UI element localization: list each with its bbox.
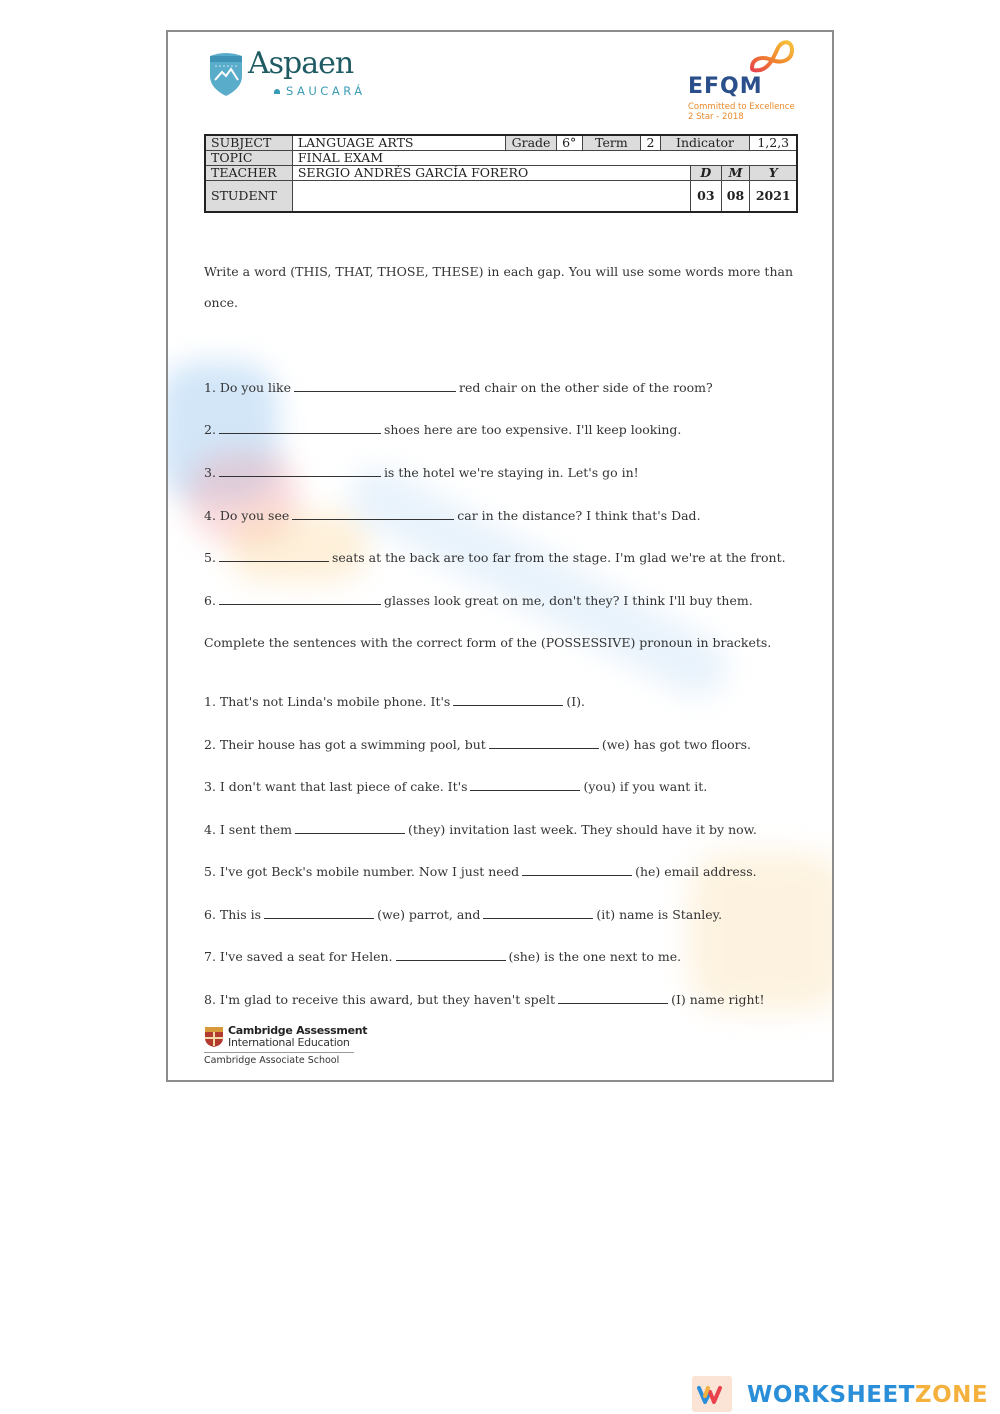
section1-item (204, 465, 639, 480)
item-text-after: glasses look great on me, don't they? I think I'll buy them. (383, 593, 753, 608)
month-value: 08 (721, 181, 750, 213)
cambridge-title: Cambridge Assessment (228, 1024, 368, 1037)
section2-item (204, 864, 757, 879)
worksheetzone-wordmark (747, 1382, 988, 1408)
item-text-before: 1. That's not Linda's mobile phone. It's (204, 694, 451, 709)
section2-item (204, 779, 707, 794)
item-text-before: 4. Do you see (204, 508, 290, 523)
saucara-wordmark: SAUCARÁ (286, 84, 366, 98)
item-text-after: (it) name is Stanley. (596, 907, 723, 922)
item-text-before: 3. (204, 465, 216, 480)
student-label: STUDENT (205, 181, 292, 213)
efqm-wordmark: EFQM (688, 74, 763, 99)
item-text-after: (they) invitation last week. They should have it by now. (408, 822, 757, 837)
answer-blank[interactable] (264, 907, 374, 919)
day-value: 03 (691, 181, 721, 213)
answer-blank[interactable] (219, 550, 329, 562)
item-text-after: (I). (566, 694, 585, 709)
exam-info-table (204, 134, 798, 213)
item-text-after: is the hotel we're staying in. Let's go in! (383, 465, 639, 480)
answer-blank[interactable] (219, 593, 381, 605)
item-text-after: car in the distance? I think that's Dad. (457, 508, 701, 523)
subject-label: SUBJECT (205, 135, 292, 151)
answer-blank[interactable] (470, 779, 580, 791)
divider (204, 1052, 354, 1053)
item-text-after: seats at the back are too far from the stage. I'm glad we're at the front. (331, 550, 786, 565)
cambridge-crest-icon (204, 1026, 224, 1048)
item-text-before: 8. I'm glad to receive this award, but they haven't spelt (204, 992, 556, 1007)
infinity-swirl-icon (748, 38, 798, 76)
section2-item (204, 992, 765, 1007)
brand-part-2: ZONE (914, 1382, 989, 1408)
item-text-before: 5. (204, 550, 216, 565)
item-text-before: 5. I've got Beck's mobile number. Now I just need (204, 864, 520, 879)
watermark-blob (338, 457, 737, 707)
item-text-before: 7. I've saved a seat for Helen. (204, 949, 393, 964)
answer-blank[interactable] (522, 864, 632, 876)
item-text-after: (you) if you want it. (583, 779, 708, 794)
answer-blank[interactable] (219, 422, 381, 434)
section1-item (204, 508, 701, 523)
indicator-label: Indicator (660, 135, 750, 151)
cambridge-subtitle: International Education (228, 1036, 350, 1049)
aspaen-wordmark: Aspaen (248, 46, 354, 81)
item-text-before: 6. This is (204, 907, 262, 922)
day-label: D (691, 166, 721, 181)
teacher-label: TEACHER (205, 166, 292, 181)
section2-item (204, 907, 722, 922)
topic-value: FINAL EXAM (292, 151, 797, 166)
answer-blank[interactable] (396, 949, 506, 961)
item-text-before: 2. (204, 422, 216, 437)
shield-mountain-icon (208, 50, 244, 96)
answer-blank[interactable] (219, 465, 381, 477)
brand-part-1: WORKSHEET (747, 1382, 915, 1408)
item-text-after: (I) name right! (671, 992, 765, 1007)
grade-value: 6° (556, 135, 582, 151)
worksheetzone-logo (692, 1374, 1000, 1414)
item-text-before: 6. (204, 593, 216, 608)
item-text-after: (we) has got two floors. (601, 737, 752, 752)
efqm-award: 2 Star - 2018 (688, 112, 744, 122)
subject-value: LANGUAGE ARTS (292, 135, 505, 151)
answer-blank[interactable] (558, 992, 668, 1004)
teacher-value: SERGIO ANDRÉS GARCÍA FORERO (292, 166, 690, 181)
term-label: Term (582, 135, 641, 151)
section2-item (204, 694, 585, 709)
grade-label: Grade (506, 135, 557, 151)
efqm-tagline: Committed to Excellence (688, 102, 795, 112)
item-text-after: (she) is the one next to me. (508, 949, 682, 964)
year-value: 2021 (750, 181, 797, 213)
year-label: Y (750, 166, 797, 181)
efqm-logo (688, 38, 808, 124)
worksheet-page (166, 30, 834, 1082)
section2-item (204, 949, 681, 964)
answer-blank[interactable] (483, 907, 593, 919)
section1-item (204, 550, 786, 565)
worksheetzone-w-icon (692, 1376, 732, 1412)
section1-item (204, 380, 713, 395)
section2-item (204, 822, 757, 837)
month-label: M (721, 166, 750, 181)
answer-blank[interactable] (294, 380, 456, 392)
item-text-after: (he) email address. (635, 864, 757, 879)
item-text-before: 3. I don't want that last piece of cake. It's (204, 779, 468, 794)
answer-blank[interactable] (295, 822, 405, 834)
student-name-field[interactable] (292, 181, 690, 213)
aspaen-logo (208, 48, 398, 104)
section1-instruction: Write a word (THIS, THAT, THOSE, THESE) in each gap. You will use some words more than (204, 264, 793, 279)
term-value: 2 (641, 135, 660, 151)
answer-blank[interactable] (292, 508, 454, 520)
item-text-before: 2. Their house has got a swimming pool, but (204, 737, 486, 752)
answer-blank[interactable] (489, 737, 599, 749)
indicator-value: 1,2,3 (750, 135, 797, 151)
topic-label: TOPIC (205, 151, 292, 166)
section2-item (204, 737, 751, 752)
section1-instruction-cont: once. (204, 295, 238, 310)
section1-item (204, 593, 753, 608)
item-text-middle: (we) parrot, and (377, 907, 481, 922)
item-text-after: red chair on the other side of the room? (459, 380, 713, 395)
cambridge-associate: Cambridge Associate School (204, 1055, 340, 1066)
answer-blank[interactable] (453, 694, 563, 706)
mountain-dot-icon (274, 89, 280, 94)
section1-item (204, 422, 681, 437)
cambridge-logo (204, 1024, 368, 1068)
item-text-before: 1. Do you like (204, 380, 291, 395)
section2-instruction: Complete the sentences with the correct form of the (POSSESSIVE) pronoun in brackets. (204, 635, 772, 650)
item-text-before: 4. I sent them (204, 822, 292, 837)
item-text-after: shoes here are too expensive. I'll keep looking. (383, 422, 682, 437)
